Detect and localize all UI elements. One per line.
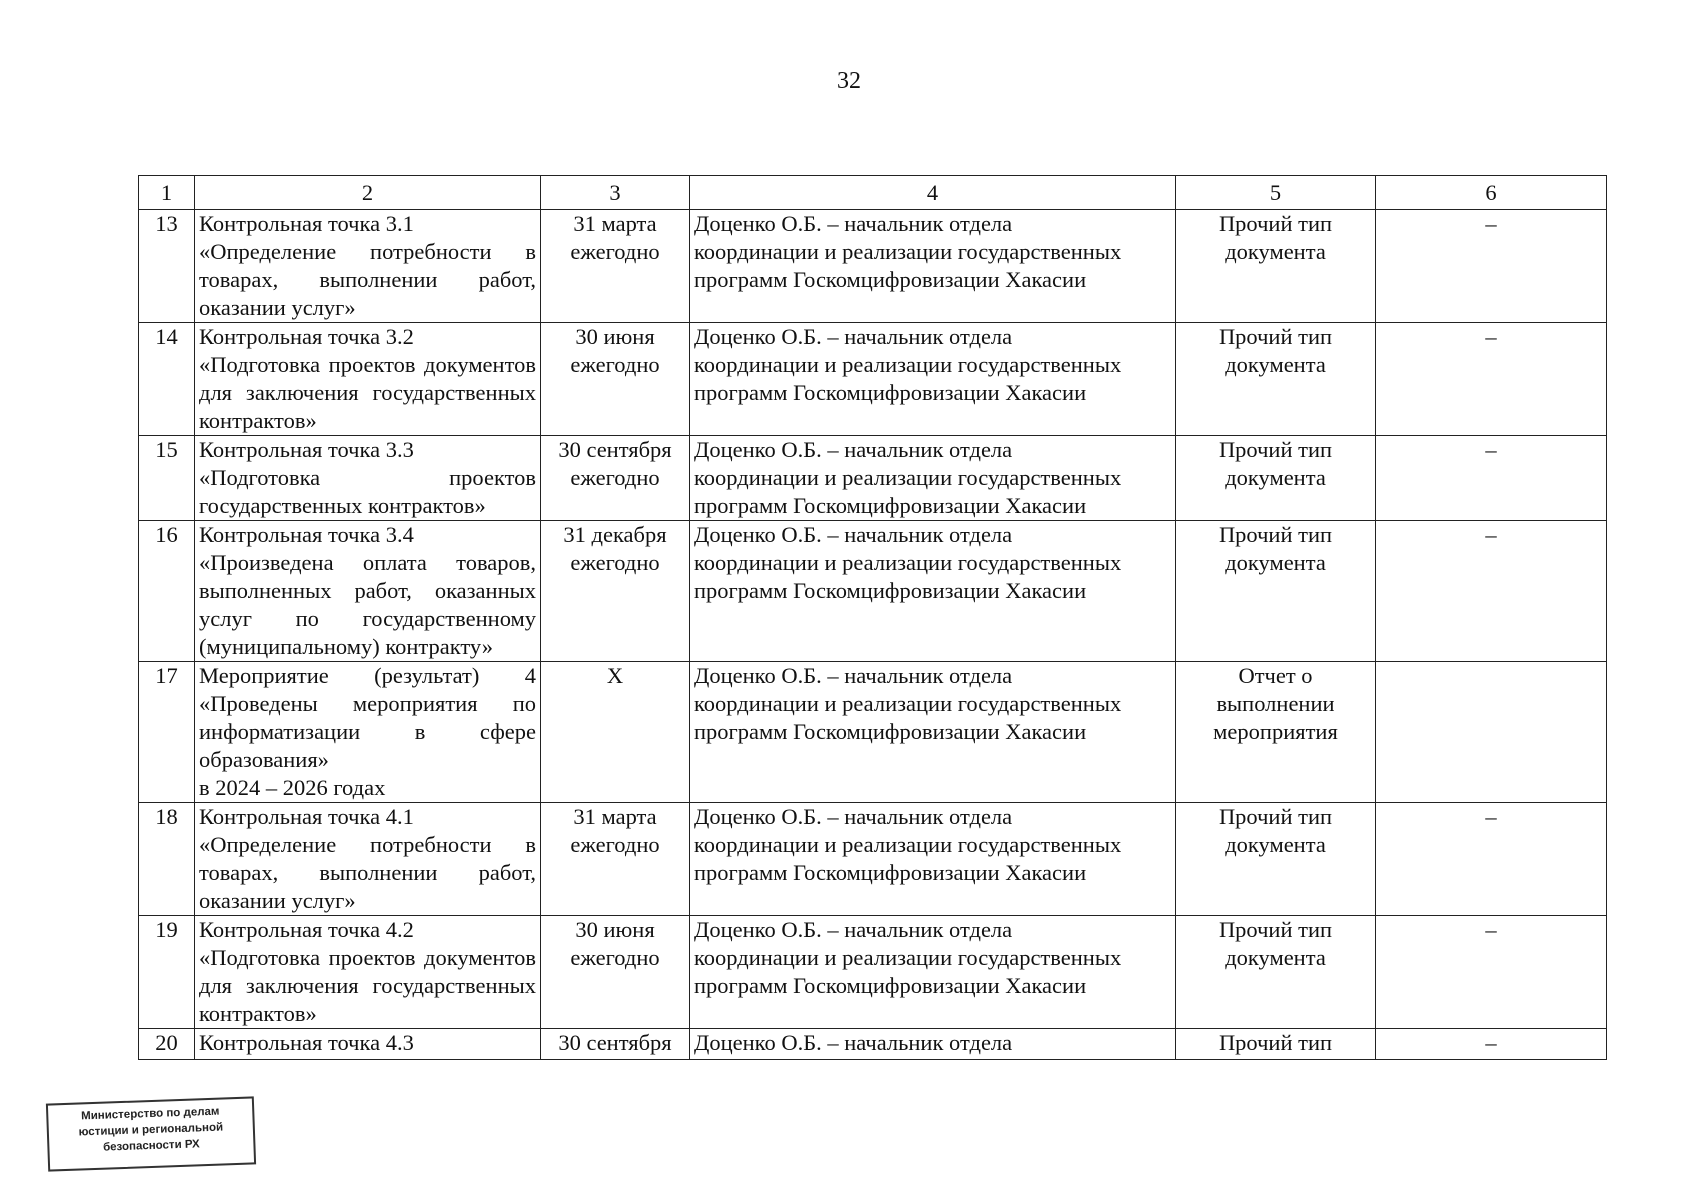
event-name-line: «Произведена оплата товаров, выполненных работ, оказанных услуг по государственному (муниципальному) контракту» [199,550,536,659]
responsible-line: программ Госкомцифровизации Хакасии [694,578,1087,603]
responsible-line: программ Госкомцифровизации Хакасии [694,973,1087,998]
document-type-line: Прочий тип [1218,917,1333,942]
event-name-cell [195,662,541,803]
responsible-line: Доценко О.Б. – начальник отдела [694,522,1013,547]
deadline-line: ежегодно [570,832,660,857]
deadline-line: 31 марта [573,211,657,236]
column-6-cell: – [1376,916,1607,1029]
deadline-cell [541,210,690,323]
event-name-line: Контрольная точка 4.2 [199,917,414,942]
page-number: 32 [837,68,861,94]
table-row [139,436,1607,521]
responsible-cell [690,521,1176,662]
deadline-line: 30 июня [575,324,655,349]
deadline-line: ежегодно [570,550,660,575]
event-name-cell [195,323,541,436]
deadline-line: ежегодно [570,465,660,490]
deadline-line: ежегодно [570,945,660,970]
responsible-line: координации и реализации государственных [694,352,1122,377]
responsible-line: координации и реализации государственных [694,945,1122,970]
table-row [139,662,1607,803]
document-type-line: документа [1225,945,1326,970]
responsible-line: Доценко О.Б. – начальник отдела [694,917,1013,942]
responsible-line: координации и реализации государственных [694,239,1122,264]
responsible-line: Доценко О.Б. – начальник отдела [694,324,1013,349]
responsible-line: программ Госкомцифровизации Хакасии [694,380,1087,405]
event-name-cell [195,521,541,662]
deadline-line: 30 сентября [558,1030,672,1055]
stamp-line: юстиции и региональной [78,1121,224,1139]
document-type-line: мероприятия [1213,719,1338,744]
table-row [139,1029,1607,1060]
document-type-line: Прочий тип [1218,211,1333,236]
column-6-cell: – [1376,210,1607,323]
document-type-line: Прочий тип [1218,437,1333,462]
header-cell-6: 6 [1376,176,1607,210]
ministry-stamp [46,1096,256,1171]
responsible-cell [690,1029,1176,1060]
responsible-line: программ Госкомцифровизации Хакасии [694,719,1087,744]
document-type-cell [1176,210,1376,323]
event-name-cell [195,436,541,521]
row-number-cell: 19 [139,916,195,1029]
event-name-line: Контрольная точка 3.3 [199,437,414,462]
deadline-line: 31 декабря [563,522,667,547]
header-cell-3: 3 [541,176,690,210]
deadline-line: 31 марта [573,804,657,829]
deadline-cell [541,803,690,916]
document-type-line: документа [1225,832,1326,857]
responsible-cell [690,210,1176,323]
document-type-cell [1176,1029,1376,1060]
deadline-line: 30 июня [575,917,655,942]
event-name-line: Контрольная точка 3.2 [199,324,414,349]
responsible-line: Доценко О.Б. – начальник отдела [694,1030,1013,1055]
header-cell-4: 4 [690,176,1176,210]
deadline-cell [541,1029,690,1060]
responsible-line: координации и реализации государственных [694,832,1122,857]
document-type-cell [1176,662,1376,803]
column-6-cell: – [1376,323,1607,436]
table-row [139,521,1607,662]
plan-table [138,175,1607,1060]
column-6-cell: – [1376,1029,1607,1060]
event-name-line: «Определение потребности в товарах, выполнении работ, оказании услуг» [199,239,536,320]
column-6-cell [1376,662,1607,803]
responsible-line: координации и реализации государственных [694,550,1122,575]
document-type-cell [1176,916,1376,1029]
event-name-line: Контрольная точка 4.1 [199,804,414,829]
responsible-cell [690,436,1176,521]
event-name-cell [195,210,541,323]
document-type-line: документа [1225,550,1326,575]
column-6-cell: – [1376,436,1607,521]
responsible-cell [690,916,1176,1029]
document-type-line: Прочий тип [1218,522,1333,547]
document-type-line: выполнении [1216,691,1335,716]
table-row [139,803,1607,916]
event-name-line: Контрольная точка 4.3 [199,1030,414,1055]
event-name-cell [195,1029,541,1060]
row-number-cell: 15 [139,436,195,521]
event-name-line: «Подготовка проектов государственных контрактов» [199,465,536,518]
document-type-cell [1176,323,1376,436]
document-type-cell [1176,521,1376,662]
responsible-line: программ Госкомцифровизации Хакасии [694,493,1087,518]
responsible-line: Доценко О.Б. – начальник отдела [694,211,1013,236]
document-type-line: Прочий тип [1218,1030,1333,1055]
deadline-cell [541,916,690,1029]
responsible-cell [690,803,1176,916]
document-type-cell [1176,803,1376,916]
responsible-line: Доценко О.Б. – начальник отдела [694,437,1013,462]
row-number-cell: 17 [139,662,195,803]
header-row [139,176,1607,210]
responsible-cell [690,662,1176,803]
responsible-cell [690,323,1176,436]
row-number-cell: 18 [139,803,195,916]
document-type-line: документа [1225,239,1326,264]
row-number-cell: 16 [139,521,195,662]
document-type-line: Отчет о [1238,663,1313,688]
deadline-line: ежегодно [570,352,660,377]
responsible-line: Доценко О.Б. – начальник отдела [694,663,1013,688]
row-number-cell: 13 [139,210,195,323]
deadline-cell [541,521,690,662]
row-number-cell: 14 [139,323,195,436]
stamp-line: безопасности РХ [102,1138,200,1154]
event-name-cell [195,803,541,916]
deadline-line: Х [606,663,624,688]
event-name-line: «Подготовка проектов документов для заключения государственных контрактов» [199,945,536,1026]
column-6-cell: – [1376,521,1607,662]
header-cell-5: 5 [1176,176,1376,210]
responsible-line: программ Госкомцифровизации Хакасии [694,267,1087,292]
header-cell-2: 2 [195,176,541,210]
deadline-cell [541,662,690,803]
event-name-line: Мероприятие (результат) 4 «Проведены мероприятия по информатизации в сфере образования» [199,663,536,772]
stamp-line: Министерство по делам [80,1105,220,1123]
responsible-line: координации и реализации государственных [694,691,1122,716]
table-row [139,210,1607,323]
column-6-cell: – [1376,803,1607,916]
responsible-line: Доценко О.Б. – начальник отдела [694,804,1013,829]
event-name-line: «Подготовка проектов документов для заключения государственных контрактов» [199,352,536,433]
table-row [139,916,1607,1029]
document-type-line: Прочий тип [1218,324,1333,349]
deadline-line: 30 сентября [558,437,672,462]
event-name-cell [195,916,541,1029]
deadline-cell [541,436,690,521]
header-cell-1: 1 [139,176,195,210]
event-name-line: «Определение потребности в товарах, выполнении работ, оказании услуг» [199,832,536,913]
event-name-line: Контрольная точка 3.1 [199,211,414,236]
document-type-line: Прочий тип [1218,804,1333,829]
document-type-line: документа [1225,352,1326,377]
document-type-line: документа [1225,465,1326,490]
document-type-cell [1176,436,1376,521]
event-name-line: Контрольная точка 3.4 [199,522,414,547]
table-row [139,323,1607,436]
deadline-line: ежегодно [570,239,660,264]
row-number-cell: 20 [139,1029,195,1060]
responsible-line: координации и реализации государственных [694,465,1122,490]
deadline-cell [541,323,690,436]
event-name-line: в 2024 – 2026 годах [199,775,386,800]
responsible-line: программ Госкомцифровизации Хакасии [694,860,1087,885]
